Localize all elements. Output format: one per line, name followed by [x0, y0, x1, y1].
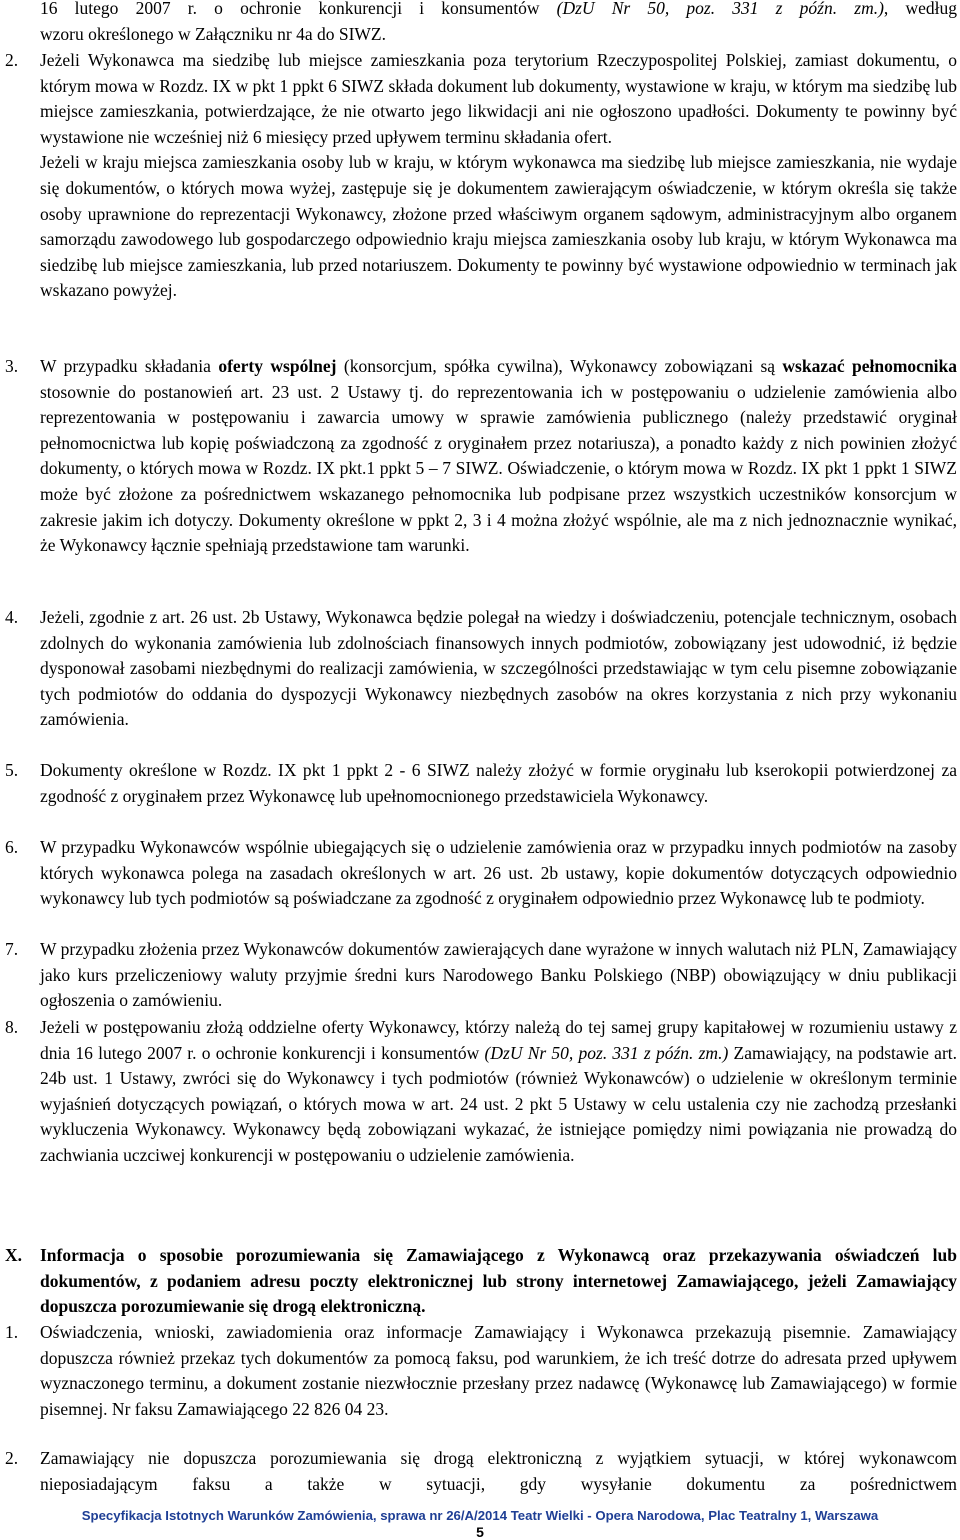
list-number: 2.	[5, 1448, 19, 1468]
list-number: 1.	[5, 1322, 19, 1342]
list-number: 6.	[5, 837, 19, 857]
item8-paragraph: Jeżeli w postępowaniu złożą oddzielne oferty Wykonawcy, którzy należą do tej samej grupy kapitałowej w rozumieniu ustawy z dnia 16 lutego 2007 r. o ochronie konkurencji i konsumentów (DzU Nr 50, poz. 331 z późn. zm.) Zamawiający, na podstawie art. 24b ust. 1 Ustawy, zwróci się do Wykonawcy i tych podmiotów (również Wykonawców) o udzielenie w określonym terminie wyjaśnień dotyczących powiązań, o których mowa w art. 24 ust. 2 pkt 5 Ustawy w celu ustalenia czy nie zachodzą przesłanki wykluczenia Wykonawcy. Wykonawcy będą zobowiązani wykazać, że istniejące pomiędzy nimi powiązania nie prowadzą do zachwiania uczciwej konkurencji w postępowaniu o udzielenie zamówienia.	[40, 1017, 958, 1165]
item6-paragraph: W przypadku Wykonawców wspólnie ubiegających się o udzielenie zamówienia oraz w przypadku innych podmiotów na zasoby których wykonawca polega na zasadach określonych w art. 26 ust. 2b ustawy, kopie dokumentów dotyczących odpowiednio wykonawcy lub tych podmiotów są poświadczane za zgodność z oryginałem odpowiednio przez Wykonawcę lub te podmioty.	[40, 837, 957, 909]
list-number: 3.	[5, 356, 19, 376]
list-number: 4.	[5, 607, 19, 627]
item8-citation: (DzU Nr 50, poz. 331 z późn. zm.)	[484, 1042, 729, 1063]
continuation-citation: (DzU Nr 50, poz. 331 z późn. zm.)	[556, 0, 884, 18]
list-number: 8.	[5, 1017, 19, 1037]
item2-paragraph2: Jeżeli w kraju miejsca zamieszkania osoby lub w kraju, w którym wykonawca ma siedzibę lub miejsce zamieszkania, nie wydaje się dokumentów, o których mowa wyżej, zastępuje się je dokumentem zawierającym oświadczenie, w którym określa się także osoby uprawnione do reprezentacji Wykonawcy, złożone przed właściwym organem sądowym, administracyjnym albo organem samorządu zawodowego lub gospodarczego odpowiednio kraju miejsca zamieszkania osoby lub kraju, w którym Wykonawca ma siedzibę lub miejsce zamieszkania, lub przed notariuszem. Dokumenty te powinny być wystawione odpowiednio w terminach jak wskazano powyżej.	[40, 152, 957, 301]
bold-joint-offer: oferty wspólnej	[218, 356, 337, 376]
section-title: Informacja o sposobie porozumiewania się Zamawiającego z Wykonawcą oraz przekazywania oświadczeń lub dokumentów, z podaniem adresu poczty elektronicznej lub strony internetowej Zamawiającego, jeżeli Zamawiający dopuszcza porozumiewanie się drogą elektroniczną.	[40, 1245, 957, 1317]
continuation-line1-end: , według	[883, 0, 957, 18]
continuation-text	[40, 0, 957, 47]
bold-representative: wskazać pełnomocnika	[782, 356, 958, 376]
item7-paragraph: W przypadku złożenia przez Wykonawców dokumentów zawierających dane wyrażone w innych walutach niż PLN, Zamawiający jako kurs przeliczeniowy waluty przyjmie średni kurs Narodowego Banku Polskiego (NBP) obowiązujący w dniu publikacji ogłoszenia o zamówieniu.	[40, 939, 957, 1011]
list-number: 2.	[5, 50, 19, 70]
list-number: 7.	[5, 939, 19, 959]
item4-paragraph: Jeżeli, zgodnie z art. 26 ust. 2b Ustawy, Wykonawca będzie polegał na wiedzy i doświadczeniu, potencjale technicznym, osobach zdolnych do wykonania zamówienia lub zdolnościach finansowych innych podmiotów, zobowiązany jest udowodnić, iż będzie dysponował zasobami niezbędnymi do realizacji zamówienia, w szczególności przedstawiając w tym celu pisemne zobowiązanie tych podmiotów do oddania do dyspozycji Wykonawcy niezbędnych zasobów na okres korzystania z nich przy wykonaniu zamówienia.	[40, 607, 957, 730]
page-number: 5	[476, 1524, 484, 1540]
continuation-line2: wzoru określonego w Załączniku nr 4a do SIWZ.	[40, 23, 387, 44]
list-number: 5.	[5, 760, 19, 780]
item5-paragraph: Dokumenty określone w Rozdz. IX pkt 1 ppkt 2 - 6 SIWZ należy złożyć w formie oryginału lub kserokopii potwierdzonej za zgodność z oryginałem przez Wykonawcę lub upełnomocnionego przedstawiciela Wykonawcy.	[40, 760, 957, 806]
x-item2-paragraph: Zamawiający nie dopuszcza porozumiewania się drogą elektroniczną z wyjątkiem sytuacji, w której wykonawcom nieposiadającym faksu a także w sytuacji, gdy wysyłanie dokumentu za pośrednictwem	[40, 1448, 957, 1494]
item2-paragraph1: Jeżeli Wykonawca ma siedzibę lub miejsce zamieszkania poza terytorium Rzeczypospolitej Polskiej, zamiast dokumentu, o którym mowa w Rozdz. IX w pkt 1 ppkt 6 SIWZ składa dokument lub dokumenty, wystawione w kraju, w którym ma siedzibę lub miejsce zamieszkania, potwierdzające, że nie otwarto jego likwidacji ani nie ogłoszono upadłości. Dokumenty te powinny być wystawione nie wcześniej niż 6 miesięcy przed upływem terminu składania ofert.	[40, 50, 957, 147]
x-item1-paragraph: Oświadczenia, wnioski, zawiadomienia oraz informacje Zamawiający i Wykonawca przekazują pisemnie. Zamawiający dopuszcza również przekaz tych dokumentów za pomocą faksu, pod warunkiem, że ich treść dotrze do adresata przed upływem wyznaczonego terminu, a dokument zostanie niezwłocznie przesłany przez nadawcę (Wykonawcę lub Zamawiającego) w formie pisemnej. Nr faksu Zamawiającego 22 826 04 23.	[40, 1322, 957, 1419]
item3-paragraph: W przypadku składania oferty wspólnej (konsorcjum, spółka cywilna), Wykonawcy zobowiązani są wskazać pełnomocnika stosownie do postanowień art. 23 ust. 2 Ustawy tj. do reprezentowania ich w postępowaniu o udzielenie zamówienia albo reprezentowania w postępowaniu i zawarcia umowy w sprawie zamówienia publicznego (należy przedstawić oryginał pełnomocnictwa lub kopię poświadczoną za zgodność z oryginałem przez notariusza), a ponadto każdy z nich powinien złożyć dokumenty, o których mowa w Rozdz. IX pkt.1 ppkt 5 – 7 SIWZ. Oświadczenie, o którym mowa w Rozdz. IX pkt 1 ppkt 1 SIWZ może być złożone za pośrednictwem wskazanego pełnomocnika lub podpisane przez wszystkich uczestników konsorcjum w zakresie jakim ich dotyczy. Dokumenty określone w ppkt 2, 3 i 4 można złożyć wspólnie, ale ma z nich jednoznacznie wynikać, że Wykonawcy łącznie spełniają przedstawione tam warunki.	[40, 356, 958, 556]
section-number: X.	[5, 1245, 23, 1265]
continuation-line1: 16 lutego 2007 r. o ochronie konkurencji i konsumentów	[40, 0, 557, 18]
page-footer: Specyfikacja Istotnych Warunków Zamówienia, sprawa nr 26/A/2014 Teatr Wielki - Opera Narodowa, Plac Teatralny 1, Warszawa	[81, 1508, 879, 1523]
